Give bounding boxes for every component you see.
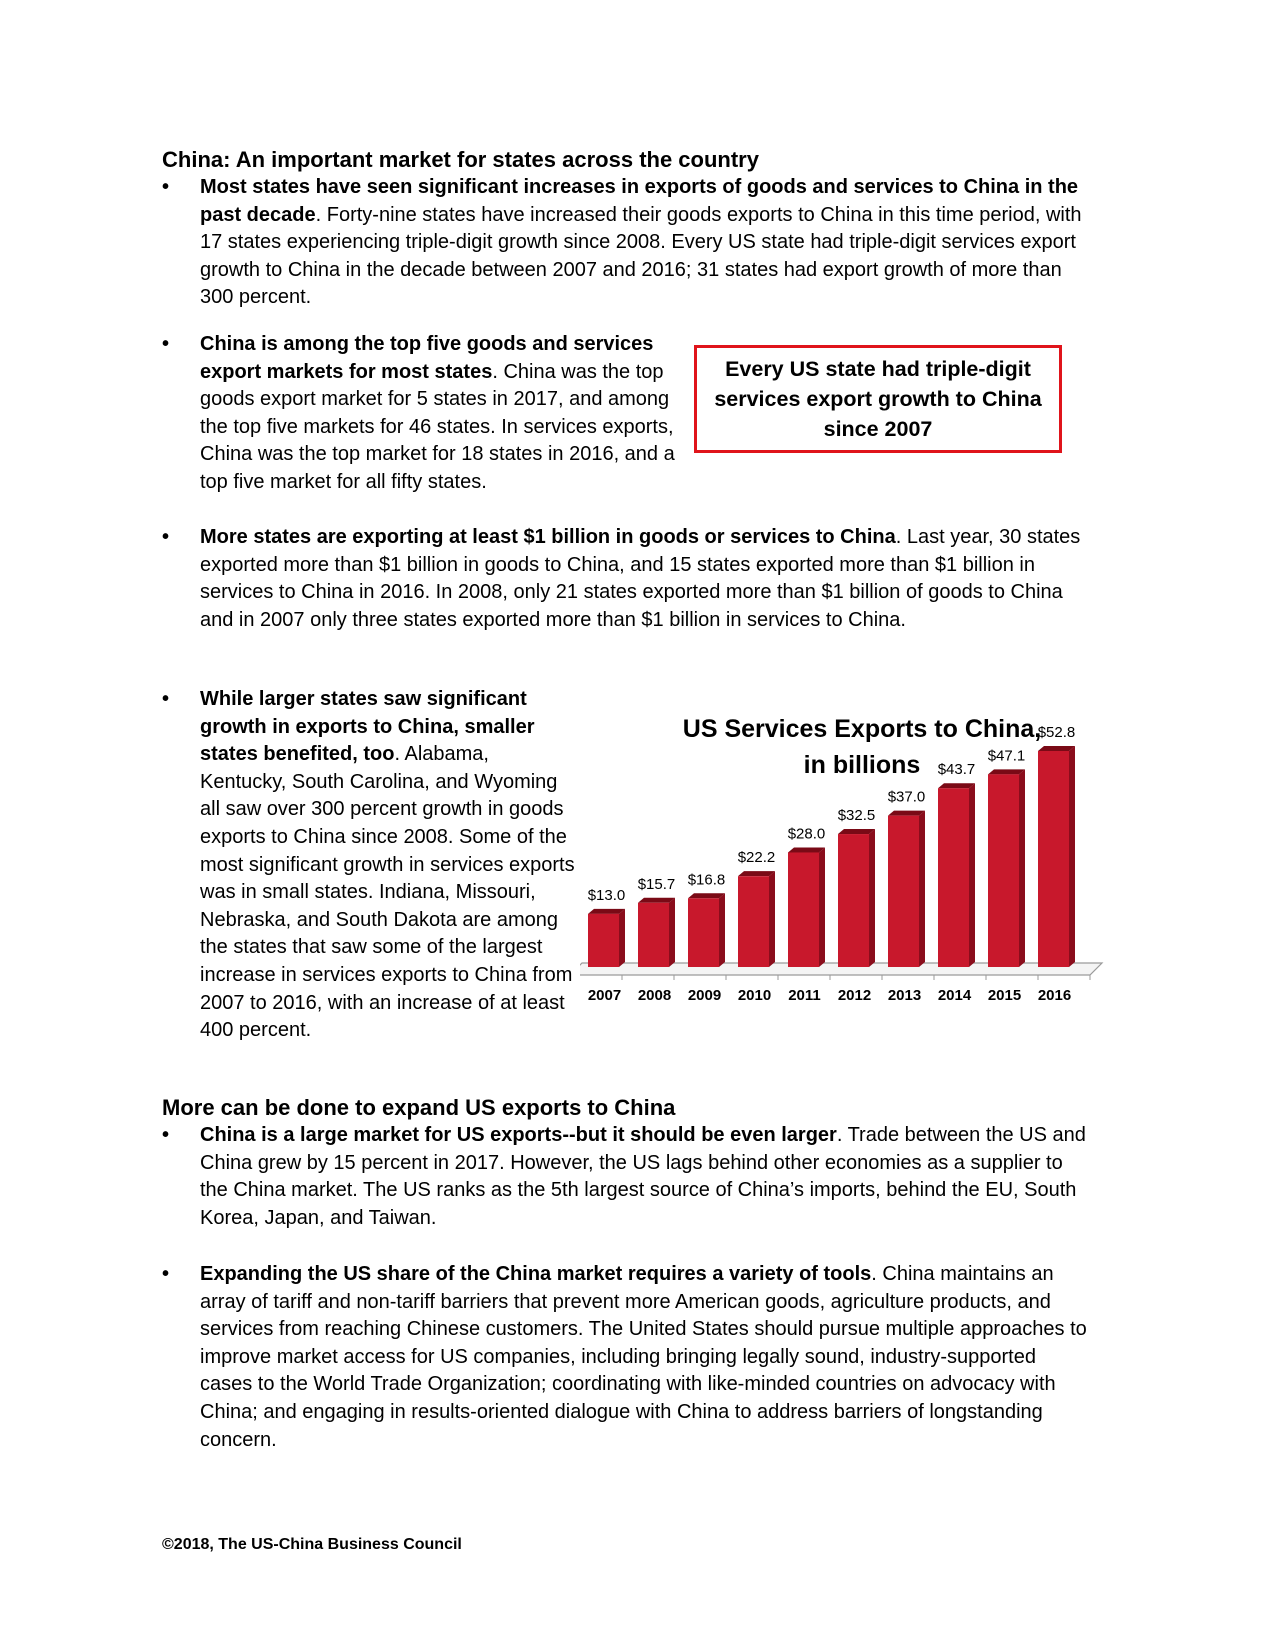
x-tick-label: 2007 (587, 987, 622, 1004)
x-tick-label: 2013 (887, 987, 922, 1004)
bullet-lead: Expanding the US share of the China market requires a variety of tools (200, 1263, 872, 1285)
data-label: $47.1 (987, 747, 1026, 765)
data-label: $37.0 (887, 788, 926, 806)
bar (588, 914, 619, 967)
bar-side (1019, 769, 1025, 967)
x-tick-label: 2012 (837, 987, 872, 1004)
bar-top (1038, 746, 1075, 751)
bar-side (1069, 746, 1075, 967)
x-tick-label: 2008 (637, 987, 672, 1004)
bullet-dot: • (162, 176, 170, 198)
bar (738, 876, 769, 967)
data-label: $15.7 (637, 875, 676, 893)
section-heading-china-market: China: An important market for states across the country (162, 147, 759, 172)
bar (688, 898, 719, 967)
x-tick-label: 2010 (737, 987, 772, 1004)
section-heading-expand-exports: More can be done to expand US exports to China (162, 1095, 676, 1120)
x-tick-label: 2009 (687, 987, 722, 1004)
data-label: $13.0 (587, 886, 626, 904)
bar (988, 774, 1019, 967)
bar-top (888, 811, 925, 816)
bullet-dot: • (162, 688, 170, 710)
bar-side (819, 847, 825, 967)
x-tick-label: 2011 (788, 987, 821, 1004)
bar (1038, 751, 1069, 967)
chart-title-line1: US Services Exports to China, (682, 715, 1042, 743)
bullet-dot: • (162, 1263, 170, 1285)
bar-top (738, 871, 775, 876)
bullet-body: . Alabama, Kentucky, South Carolina, and Wyoming all saw over 300 percent growth in goods exports to China since 2008. Some of the most significant growth in services exports was in small states. Indiana, Missouri, Nebraska, and South Dakota are among the states that saw some of the largest increase in services exports to China from 2007 to 2016, with an increase of at least 400 percent. (200, 743, 575, 1042)
bar-side (919, 811, 925, 967)
data-label: $52.8 (1037, 724, 1076, 741)
data-label: $32.5 (837, 807, 876, 825)
footer-copyright: ©2018, The US-China Business Council (162, 1536, 462, 1553)
bullet-lead: More states are exporting at least $1 billion in goods or services to China (200, 526, 896, 548)
data-label: $22.2 (737, 849, 776, 867)
bullet-body: . Trade between the US and China grew by 15 percent in 2017. However, the US lags behind other economies as a supplier to the China market. The US ranks as the 5th largest source of China’s imports, behind the EU, South Korea, Japan, and Taiwan. (200, 1124, 1086, 1229)
bar-side (719, 893, 725, 967)
data-label: $43.7 (937, 761, 976, 779)
bar (838, 834, 869, 967)
bar-top (838, 829, 875, 834)
data-label: $28.0 (787, 825, 826, 843)
x-tick-label: 2015 (987, 987, 1022, 1004)
bar-side (619, 909, 625, 967)
x-tick-label: 2014 (937, 987, 972, 1004)
bullet-body: . Last year, 30 states exported more than $1 billion in goods to China, and 15 states exported more than $1 billion in services to China in 2016. In 2008, only 21 states exported more than $1 billion of goods to China and in 2007 only three states exported more than $1 billion in services to China. (200, 526, 1081, 631)
bar-side (969, 783, 975, 967)
bar (888, 816, 919, 967)
bullet-dot: • (162, 333, 170, 355)
bar-top (588, 909, 625, 914)
bar-top (638, 898, 675, 903)
bar (788, 852, 819, 967)
bullet-lead: China is a large market for US exports--but it should be even larger (200, 1124, 837, 1146)
data-label: $16.8 (687, 871, 726, 889)
chart-title-line2: in billions (803, 751, 921, 779)
callout-box: Every US state had triple-digit services export growth to China since 2007 (694, 345, 1062, 453)
bullet-lead: While larger states saw significant growth in exports to China, smaller states benefited, too (200, 688, 535, 766)
bar (638, 903, 669, 967)
bullet-body: . Forty-nine states have increased their goods exports to China in this time period, with 17 states experiencing triple-digit growth since 2008. Every US state had triple-digit services export growth to China in the decade between 2007 and 2016; 31 states had export growth of more than 300 percent. (200, 203, 1082, 309)
bar-top (988, 769, 1025, 774)
bullet-lead: China is among the top five goods and services export markets for most states (200, 333, 654, 383)
bar-top (688, 893, 725, 898)
bullet-body: . China was the top goods export market for 5 states in 2017, and among the top five markets for 46 states. In services exports, China was the top market for 18 states in 2016, and a top five market for all fifty states. (200, 360, 675, 493)
bar-side (869, 829, 875, 967)
services-exports-chart (580, 700, 1140, 1060)
bar-top (788, 847, 825, 852)
bar (938, 788, 969, 967)
x-tick-label: 2016 (1037, 987, 1072, 1004)
bar-side (769, 871, 775, 967)
bar-top (938, 783, 975, 788)
bullet-lead: Most states have seen significant increases in exports of goods and services to China in the past decade (200, 176, 1079, 226)
bullet-body: . China maintains an array of tariff and non-tariff barriers that prevent more American goods, agriculture products, and services from reaching Chinese customers. The United States should pursue multiple approaches to improve market access for US companies, including bringing legally sound, industry-supported cases to the World Trade Organization; coordinating with like-minded countries on advocacy with China; and engaging in results-oriented dialogue with China to address barriers of longstanding concern. (200, 1263, 1087, 1451)
bullet-dot: • (162, 1124, 170, 1146)
bar-side (669, 898, 675, 967)
bullet-dot: • (162, 526, 170, 548)
